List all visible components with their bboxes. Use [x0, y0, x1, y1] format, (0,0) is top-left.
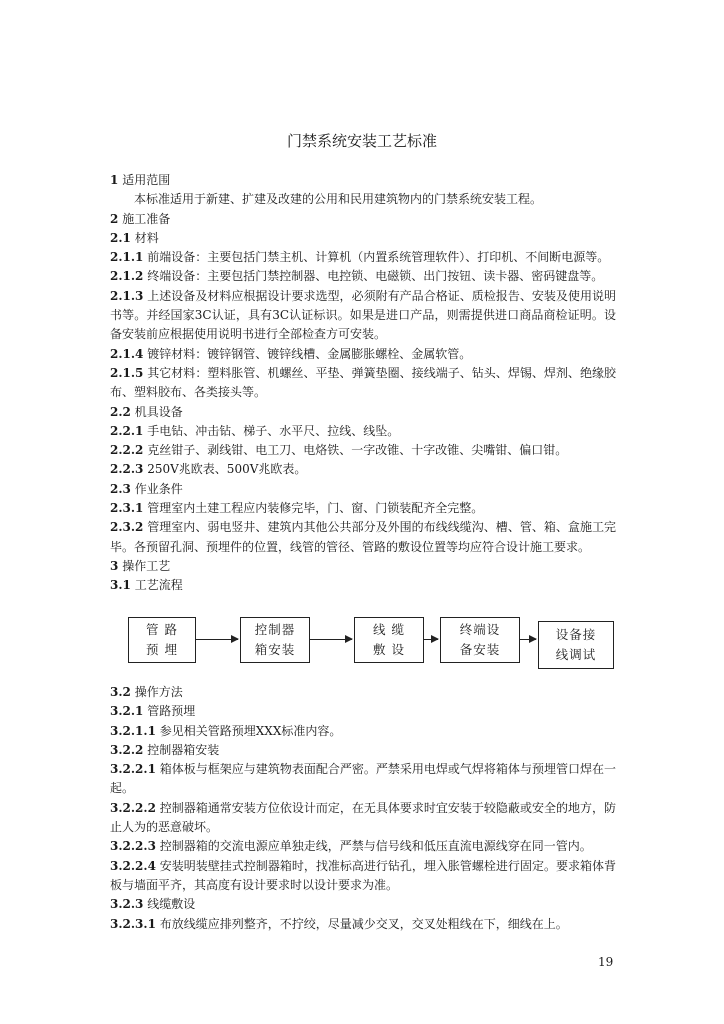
para-2-2-1: 2.2.1 手电钻、冲击钻、梯子、水平尺、拉线、线坠。	[110, 423, 400, 438]
flow-arrow	[196, 639, 238, 640]
heading-3-1: 3.1 工艺流程	[110, 578, 183, 593]
para-3-2-2-3: 3.2.2.3 控制器箱的交流电源应单独走线，严禁与信号线和低压直流电源线穿在同一管内。	[110, 839, 592, 854]
para-2-1-2: 2.1.2 终端设备：主要包括门禁控制器、电控锁、电磁锁、出门按钮、读卡器、密码键盘等。	[110, 269, 604, 284]
flow-step-cable-laying: 线 缆 敷 设	[354, 617, 424, 663]
para-3-2-2-4: 3.2.2.4 安装明装壁挂式控制器箱时，找准标高进行钻孔，埋入胀管螺栓进行固定。要求箱体背板与墙面平齐，其高度有设计要求时以设计要求为准。	[110, 858, 616, 892]
para-2-3-1: 2.3.1 管理室内土建工程应内装修完毕，门、窗、门锁装配齐全完整。	[110, 501, 484, 516]
flow-step-terminal-install: 终端设 备安装	[440, 617, 520, 663]
para-2-1-4: 2.1.4 镀锌材料：镀锌钢管、镀锌线槽、金属膨胀螺栓、金属软管。	[110, 346, 472, 361]
para-2-1-5: 2.1.5 其它材料：塑料胀管、机螺丝、平垫、弹簧垫圈、接线端子、钻头、焊锡、焊剂、绝缘胶布、塑料胶布、各类接头等。	[110, 365, 616, 400]
flow-arrow	[424, 639, 438, 640]
para-1: 本标准适用于新建、扩建及改建的公用和民用建筑物内的门禁系统安装工程。	[134, 192, 543, 207]
para-3-2-2-1: 3.2.2.1 箱体板与框架应与建筑物表面配合严密。严禁采用电焊或气焊将箱体与预埋管口焊在一起。	[110, 762, 616, 796]
heading-2: 2 施工准备	[110, 211, 171, 226]
heading-1: 1 适用范围	[110, 173, 171, 187]
page-number: 19	[598, 955, 614, 969]
para-3-2-1-1: 3.2.1.1 参见相关管路预埋XXX标准内容。	[110, 723, 342, 738]
heading-3-2-1: 3.2.1 管路预埋	[110, 704, 196, 719]
heading-2-2: 2.2 机具设备	[110, 404, 183, 419]
process-flowchart	[110, 607, 616, 683]
para-2-2-3: 2.2.3 250V兆欧表、500V兆欧表。	[110, 462, 307, 477]
para-2-2-2: 2.2.2 克丝钳子、剥线钳、电工刀、电烙铁、一字改锥、十字改锥、尖嘴钳、偏口钳。	[110, 443, 568, 458]
para-2-3-2: 2.3.2 管理室内、弱电竖井、建筑内其他公共部分及外围的布线线缆沟、槽、管、箱、盒施工完毕。各预留孔洞、预埋件的位置，线管的管径、管路的敷设位置等均应符合设计施工要求。	[110, 520, 616, 554]
section-1-to-3-1	[110, 171, 616, 596]
flow-arrow	[310, 639, 352, 640]
flow-step-controller-box: 控制器 箱安装	[240, 617, 310, 663]
section-3-2	[110, 683, 616, 934]
para-3-2-2-2: 3.2.2.2 控制器箱通常安装方位依设计而定，在无具体要求时宜安装于较隐蔽或安全的地方，防止人为的恶意破坏。	[110, 800, 616, 835]
page-title: 门禁系统安装工艺标准	[286, 132, 437, 150]
para-3-2-3-1: 3.2.3.1 布放线缆应排列整齐，不拧绞，尽量减少交叉，交叉处粗线在下，细线在上。	[110, 916, 568, 931]
flow-arrow	[520, 639, 536, 640]
heading-2-1: 2.1 材料	[110, 230, 159, 245]
heading-3-2: 3.2 操作方法	[110, 685, 183, 699]
heading-3-2-3: 3.2.3 线缆敷设	[110, 897, 196, 912]
para-2-1-3: 2.1.3 上述设备及材料应根据设计要求选型，必须附有产品合格证、质检报告、安装及使用说明书等。并经国家3C认证，具有3C认证标识。如果是进口产品，则需提供进口商品商检证明。设备安装前应根据使用说明书进行全部检查方可安装。	[110, 288, 616, 342]
para-2-1-1: 2.1.1 前端设备：主要包括门禁主机、计算机（内置系统管理软件）、打印机、不间断电源等。	[110, 250, 610, 265]
flow-step-wiring-debug: 设备接 线调试	[538, 621, 614, 669]
heading-3: 3 操作工艺	[110, 558, 171, 573]
flow-step-pipe-embed: 管 路 预 埋	[128, 617, 196, 663]
heading-3-2-2: 3.2.2 控制器箱安装	[110, 742, 220, 757]
heading-2-3: 2.3 作业条件	[110, 481, 183, 496]
